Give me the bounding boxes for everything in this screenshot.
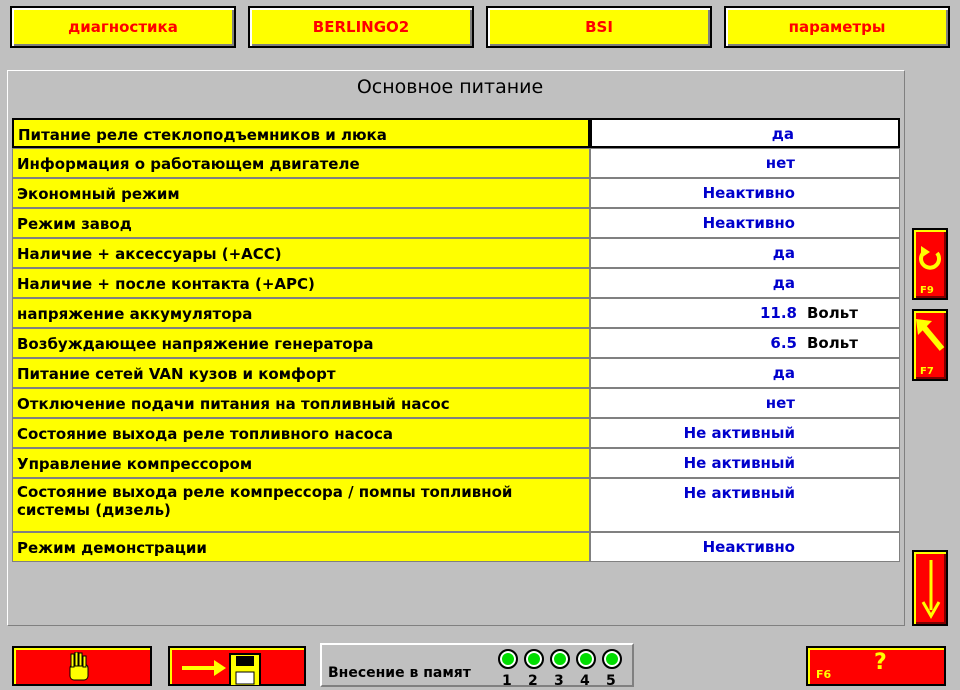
tab-vehicle[interactable] <box>248 6 474 48</box>
tab-parameters[interactable] <box>724 6 950 48</box>
tab-ecu-label: BSI <box>585 18 613 36</box>
parameter-value: Неактивно <box>702 538 795 556</box>
parameter-row[interactable] <box>12 478 900 532</box>
parameter-value: Не активный <box>683 424 795 442</box>
parameter-unit: Вольт <box>807 334 858 352</box>
parameter-value: да <box>771 125 794 143</box>
parameter-label: Питание реле стеклоподъемников и люка <box>12 118 590 148</box>
parameter-row[interactable] <box>12 268 900 298</box>
parameter-label: Состояние выхода реле топливного насоса <box>12 418 590 448</box>
parameter-value: нет <box>765 154 795 172</box>
parameter-label: Наличие + после контакта (+АРС) <box>12 268 590 298</box>
f9-key-label: F9 <box>920 285 934 296</box>
parameter-value-cell <box>590 298 900 328</box>
parameter-value: нет <box>765 394 795 412</box>
parameter-value-cell <box>590 208 900 238</box>
refresh-button[interactable] <box>912 228 948 300</box>
panel-title: Основное питание <box>356 76 544 98</box>
memory-slot-5-led[interactable] <box>602 649 622 669</box>
tab-diagnostics-label: диагностика <box>68 18 178 36</box>
tab-parameters-label: параметры <box>788 18 886 36</box>
parameter-value: 6.5 <box>770 334 797 352</box>
refresh-icon <box>918 244 944 278</box>
arrow-up-left-icon <box>916 319 946 359</box>
parameter-label: Режим демонстрации <box>12 532 590 562</box>
parameter-value-cell <box>590 448 900 478</box>
parameter-value: да <box>772 274 795 292</box>
parameter-row[interactable] <box>12 358 900 388</box>
parameter-row[interactable] <box>12 328 900 358</box>
parameter-label: Экономный режим <box>12 178 590 208</box>
parameter-value-cell <box>590 388 900 418</box>
parameter-label: напряжение аккумулятора <box>12 298 590 328</box>
parameter-label: Состояние выхода реле компрессора / помпы топливной системы (дизель) <box>12 478 590 532</box>
parameter-label: Питание сетей VAN кузов и комфорт <box>12 358 590 388</box>
back-button[interactable] <box>912 309 948 381</box>
parameter-unit: Вольт <box>807 304 858 322</box>
memory-slot-4-led[interactable] <box>576 649 596 669</box>
parameter-label: Наличие + аксессуары (+АСС) <box>12 238 590 268</box>
memory-label: Внесение в памят <box>328 665 471 681</box>
parameter-value-cell <box>590 532 900 562</box>
memory-slot-4-number: 4 <box>580 673 590 689</box>
parameter-row[interactable] <box>12 298 900 328</box>
parameter-label: Отключение подачи питания на топливный насос <box>12 388 590 418</box>
parameter-value-cell <box>590 418 900 448</box>
parameter-row[interactable] <box>12 238 900 268</box>
memory-slot-5-number: 5 <box>606 673 616 689</box>
parameter-row[interactable] <box>12 148 900 178</box>
parameter-value: Неактивно <box>702 214 795 232</box>
parameter-label: Управление компрессором <box>12 448 590 478</box>
parameter-value: да <box>772 244 795 262</box>
parameter-label: Режим завод <box>12 208 590 238</box>
help-button[interactable] <box>806 646 946 686</box>
parameter-value-cell <box>590 358 900 388</box>
parameter-value: 11.8 <box>759 304 797 322</box>
parameter-row[interactable] <box>12 178 900 208</box>
parameter-row[interactable] <box>12 532 900 562</box>
save-to-disk-icon <box>180 652 264 690</box>
parameter-value: Неактивно <box>702 184 795 202</box>
parameter-label: Информация о работающем двигателе <box>12 148 590 178</box>
parameter-row[interactable] <box>12 448 900 478</box>
parameter-label: Возбуждающее напряжение генератора <box>12 328 590 358</box>
memory-slot-1-led[interactable] <box>498 649 518 669</box>
parameter-value-cell <box>590 238 900 268</box>
f7-key-label: F7 <box>920 366 934 377</box>
stop-button[interactable] <box>12 646 152 686</box>
parameter-value-cell <box>590 478 900 532</box>
arrow-down-icon <box>920 558 942 624</box>
parameter-value-cell <box>590 328 900 358</box>
memory-panel <box>320 643 634 687</box>
memory-slot-2-number: 2 <box>528 673 538 689</box>
hand-stop-icon <box>64 652 94 686</box>
parameter-row[interactable] <box>12 208 900 238</box>
parameter-row[interactable] <box>12 118 900 148</box>
parameter-value: Не активный <box>683 454 795 472</box>
memory-slot-3-led[interactable] <box>550 649 570 669</box>
tab-vehicle-label: BERLINGO2 <box>312 18 410 36</box>
parameter-value-cell <box>590 268 900 298</box>
tab-diagnostics[interactable] <box>10 6 236 48</box>
parameter-value: да <box>772 364 795 382</box>
memory-slot-2-led[interactable] <box>524 649 544 669</box>
scroll-down-button[interactable] <box>912 550 948 626</box>
save-button[interactable] <box>168 646 306 686</box>
parameter-value-cell <box>590 148 900 178</box>
parameter-row[interactable] <box>12 418 900 448</box>
f6-key-label: F6 <box>816 668 832 681</box>
memory-slot-1-number: 1 <box>502 673 512 689</box>
parameter-value: Не активный <box>683 484 795 502</box>
parameter-value-cell <box>590 118 900 148</box>
tab-ecu[interactable] <box>486 6 712 48</box>
help-icon: ? <box>874 650 887 675</box>
parameter-value-cell <box>590 178 900 208</box>
parameter-row[interactable] <box>12 388 900 418</box>
memory-slot-3-number: 3 <box>554 673 564 689</box>
